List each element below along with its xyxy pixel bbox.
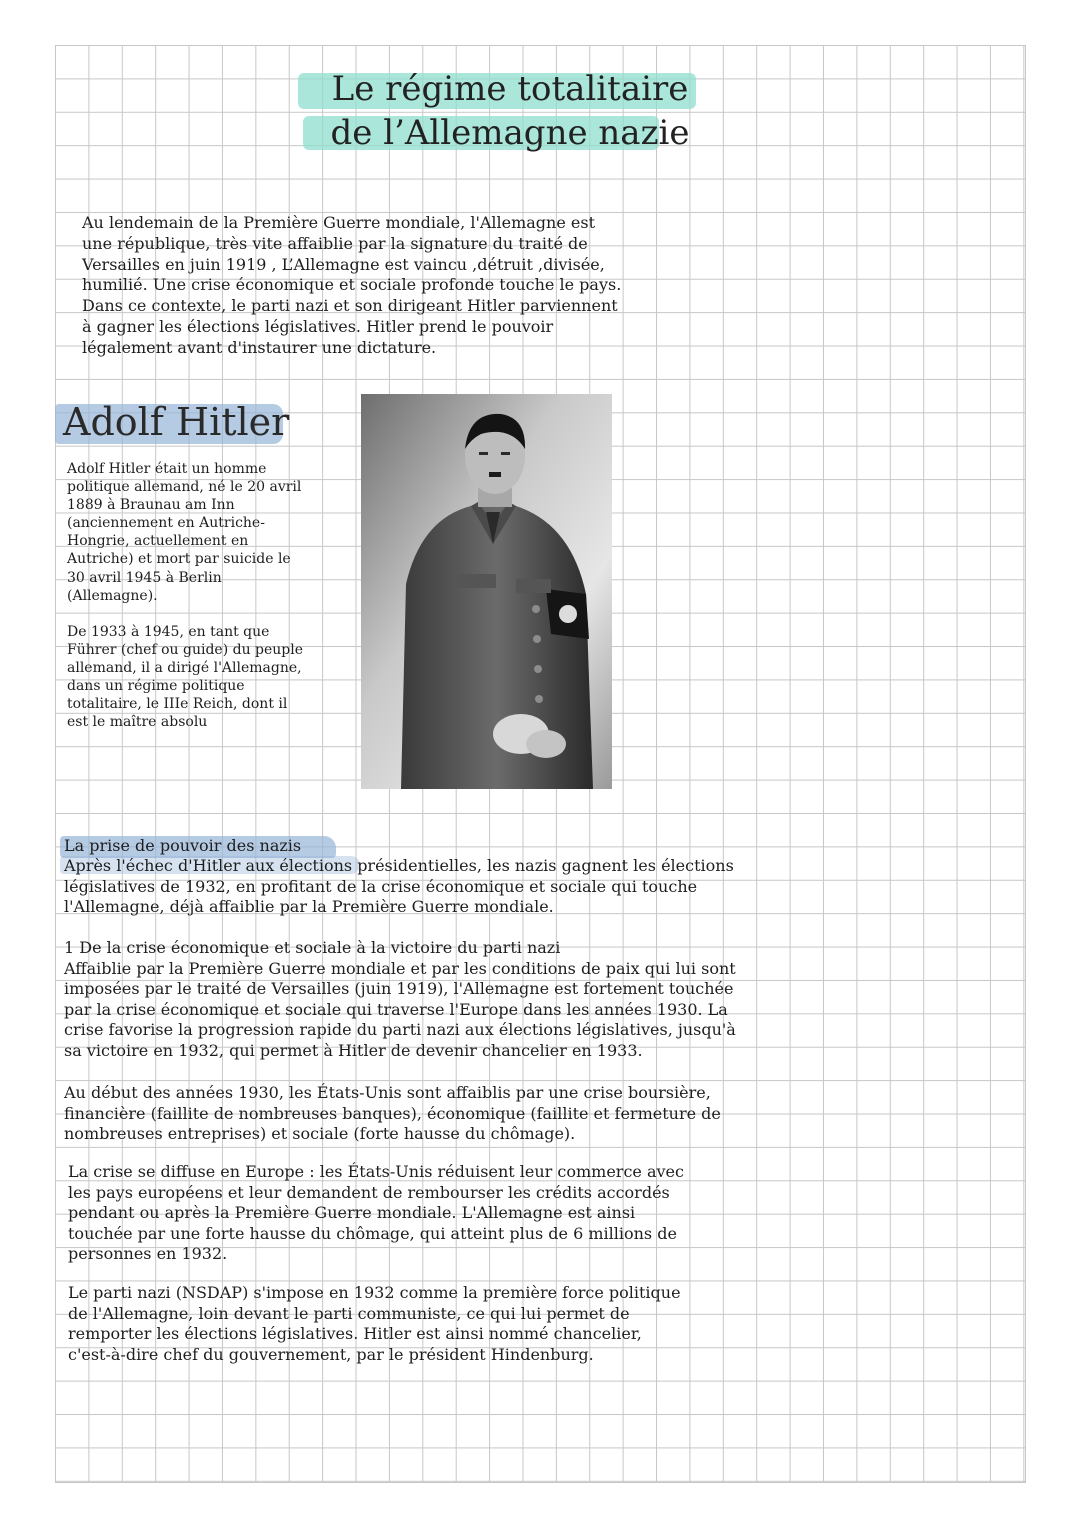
section-paragraph-4: Le parti nazi (NSDAP) s'impose en 1932 comme la première force politique de l'Allemagne, loin devant le parti communiste, ce qui lui permet de remporter les élections législatives. Hitler est ainsi nommé chancelier, c'est-à-dire chef du gouvernement, par le président Hindenburg. (68, 1283, 681, 1364)
intro-paragraph: Au lendemain de la Première Guerre mondiale, l'Allemagne est une république, très vite affaiblie par la signature du traité de Versailles en juin 1919 , L’Allemagne est vaincu ,détruit ,divisée, humilié. Une crise économique et sociale profonde touche le pays. Dans ce contexte, le parti nazi et son dirigeant Hitler parviennent à gagner les élections législatives. Hitler prend le pouvoir légalement avant d'instaurer une dictature. (82, 213, 622, 357)
page-title-line-2: de l’Allemagne nazie (330, 113, 690, 153)
section-paragraph-3: La crise se diffuse en Europe : les États-Unis réduisent leur commerce avec les pays européens et leur demandent de rembourser les crédits accordés pendant ou après la Première Guerre mondiale. L'Allemagne est ainsi touchée par une forte hausse du chômage, qui atteint plus de 6 millions de personnes en 1932. (68, 1162, 684, 1264)
section-paragraph-1: 1 De la crise économique et sociale à la victoire du parti nazi Affaiblie par la Première Guerre mondiale et par les conditions de paix qui lui sont imposées par le traité de Versailles (juin 1919), l'Allemagne est fortement touchée par la crise économique et sociale qui traverse l'Europe dans les années 1930. La crise favorise la progression rapide du parti nazi aux élections législatives, jusqu'à sa victoire en 1932, qui permet à Hitler de devenir chancelier en 1933. (64, 938, 736, 1060)
hitler-bio-1: Adolf Hitler était un homme politique allemand, né le 20 avril 1889 à Braunau am Inn (anciennement en Autriche- Hongrie, actuellement en Autriche) et mort par suicide le 30 avril 1945 à Berlin (Allemagne). (67, 461, 302, 604)
hitler-bio-2: De 1933 à 1945, en tant que Führer (chef ou guide) du peuple allemand, il a dirigé l'Allemagne, dans un régime politique totalitaire, le IIIe Reich, dont il est le maître absolu (67, 624, 304, 731)
portrait-illustration (361, 394, 612, 789)
section-intro-paragraph: Après l'échec d'Hitler aux élections présidentielles, les nazis gagnent les élections législatives de 1932, en profitant de la crise économique et sociale qui touche l'Allemagne, déjà affaiblie par la Première Guerre mondiale. (64, 856, 734, 917)
page-title-line-1: Le régime totalitaire (331, 69, 689, 109)
hitler-heading: Adolf Hitler (63, 400, 290, 444)
section-paragraph-2: Au début des années 1930, les États-Unis sont affaiblis par une crise boursière, financière (faillite de nombreuses banques), économique (faillite et fermeture de nombreuses entreprises) et sociale (forte hausse du chômage). (64, 1083, 721, 1144)
section-title: La prise de pouvoir des nazis (64, 836, 302, 855)
hitler-portrait-photo (361, 394, 612, 789)
